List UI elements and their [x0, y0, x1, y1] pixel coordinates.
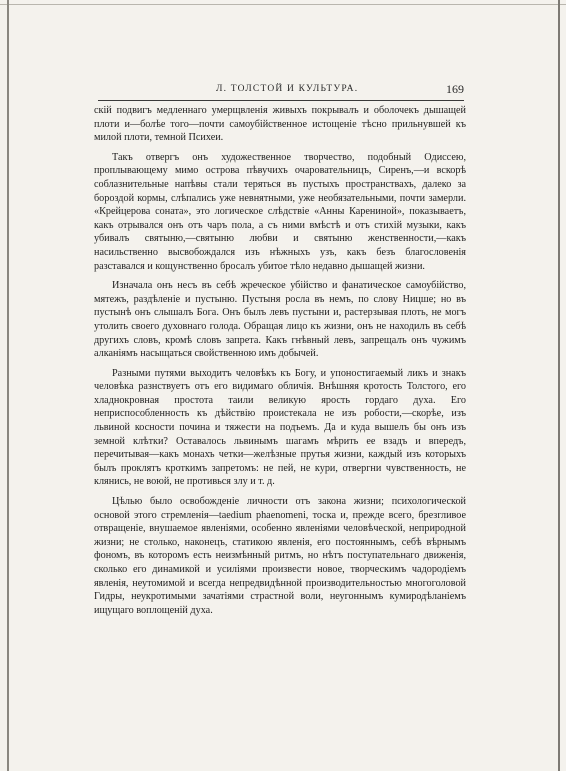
- paragraph-2: Такъ отвергъ онъ художественное творчество, подобный Одиссею, проплывающему мимо острова пѣвучихъ очаровательницъ, Сиренъ,—и вскорѣ соблазнительные напѣвы стали теряться въ пустыхъ пространствахъ, далеко за бороздой кормы, слѣпались уже невнятными, уже необязательными, почти замерли. «Крейцерова соната», это логическое слѣдствіе «Анны Карениной», показываетъ, какъ отрывался онъ отъ чаръ пола, а съ ними вмѣстѣ и отъ стихій музыки, какъ убивалъ святыню,—святыню любви и святыню женственности,—какъ насильственно высвобождался изъ нѣжныхъ узъ, какъ безъ благословенія разставался и кощунственно бросалъ убитое тѣло недавно дышащей жизни.: [94, 151, 466, 272]
- running-title: Л. ТОЛСТОЙ И КУЛЬТУРА.: [216, 84, 359, 94]
- page-header: [98, 82, 464, 100]
- paragraph-1: скій подвигъ медленнаго умерщвленія живыхъ покрывалъ и оболочекъ дышащей плоти и—болѣе того—почти самоубійственное истощеніе тѣсно прильнувшей къ милой плоти, темной Психеи.: [94, 105, 466, 144]
- paragraph-4: Разными путями выходитъ человѣкъ къ Богу, и упоностигаемый ликъ и знакъ человѣка разнствуетъ отъ его видимаго обличія. Внѣшняя кротость Толстого, его хладнокровная простота таили великую ярость гордаго духа. Его неприспособленность къ дѣйствію проистекала не изъ робости,—скорѣе, изъ львиной косности почина и тяжести на подъемъ. Да и куда вышелъ бы онъ изъ земной клѣтки? Оставалось львинымъ шагамъ мѣрить ее взадъ и впередъ, перечитывая—какъ монахъ четки—желѣзные прутья жизни, каждый изъ которыхъ былъ проклятъ кроткимъ запретомъ: не пей, не кури, отвергни чувственность, не клянись, не воюй, не противься злу и т. д.: [94, 367, 466, 488]
- scan-left-edge: [7, 0, 9, 771]
- page-number: 169: [446, 82, 464, 96]
- scan-top-edge: [0, 4, 566, 5]
- paragraph-5: Цѣлью было освобожденіе личности отъ закона жизни; психологической основой этого стремленія—taedium phaenomeni, тоска и, прежде всего, брезгливое отвращеніе, внушаемое явленіями, особенно явленіями человѣческой, неприродной жизни; не столько, наконецъ, статикою явленія, его постояннымъ, себѣ вѣрнымъ фономъ, въ которомъ есть неизмѣнный ритмъ, но нѣтъ поступательнаго движенія, сколько его динамикой и усиліями произвести новое, творческимъ чадородіемъ явленія, неутомимой и всегда непредвидѣнной производительностью многоголовой Гидры, неукротимыми зачатіями страстной воли, неугоннымъ кумиродѣланіемъ ищущаго воплощеній духа.: [94, 496, 466, 616]
- header-rule: [98, 100, 464, 101]
- body-text: [94, 104, 466, 617]
- paragraph-3: Изначала онъ несъ въ себѣ жреческое убійство и фанатическое самоубійство, мятежъ, раздѣленіе и пустыню. Пустыня росла въ немъ, по слову Ницше; но въ пустынѣ онъ слышалъ Бога. Онъ былъ левъ пустыни и, растерзывая плоть, не могъ утолить своего духовнаго голода. Обращая лицо къ жизни, онъ не находилъ въ себѣ другихъ словъ, кромѣ словъ запрета. Какъ гнѣвный левъ, запрещалъ онъ чужимъ алканіямъ насыщаться свойственною имъ добычей.: [94, 280, 466, 360]
- scan-right-edge: [558, 0, 560, 771]
